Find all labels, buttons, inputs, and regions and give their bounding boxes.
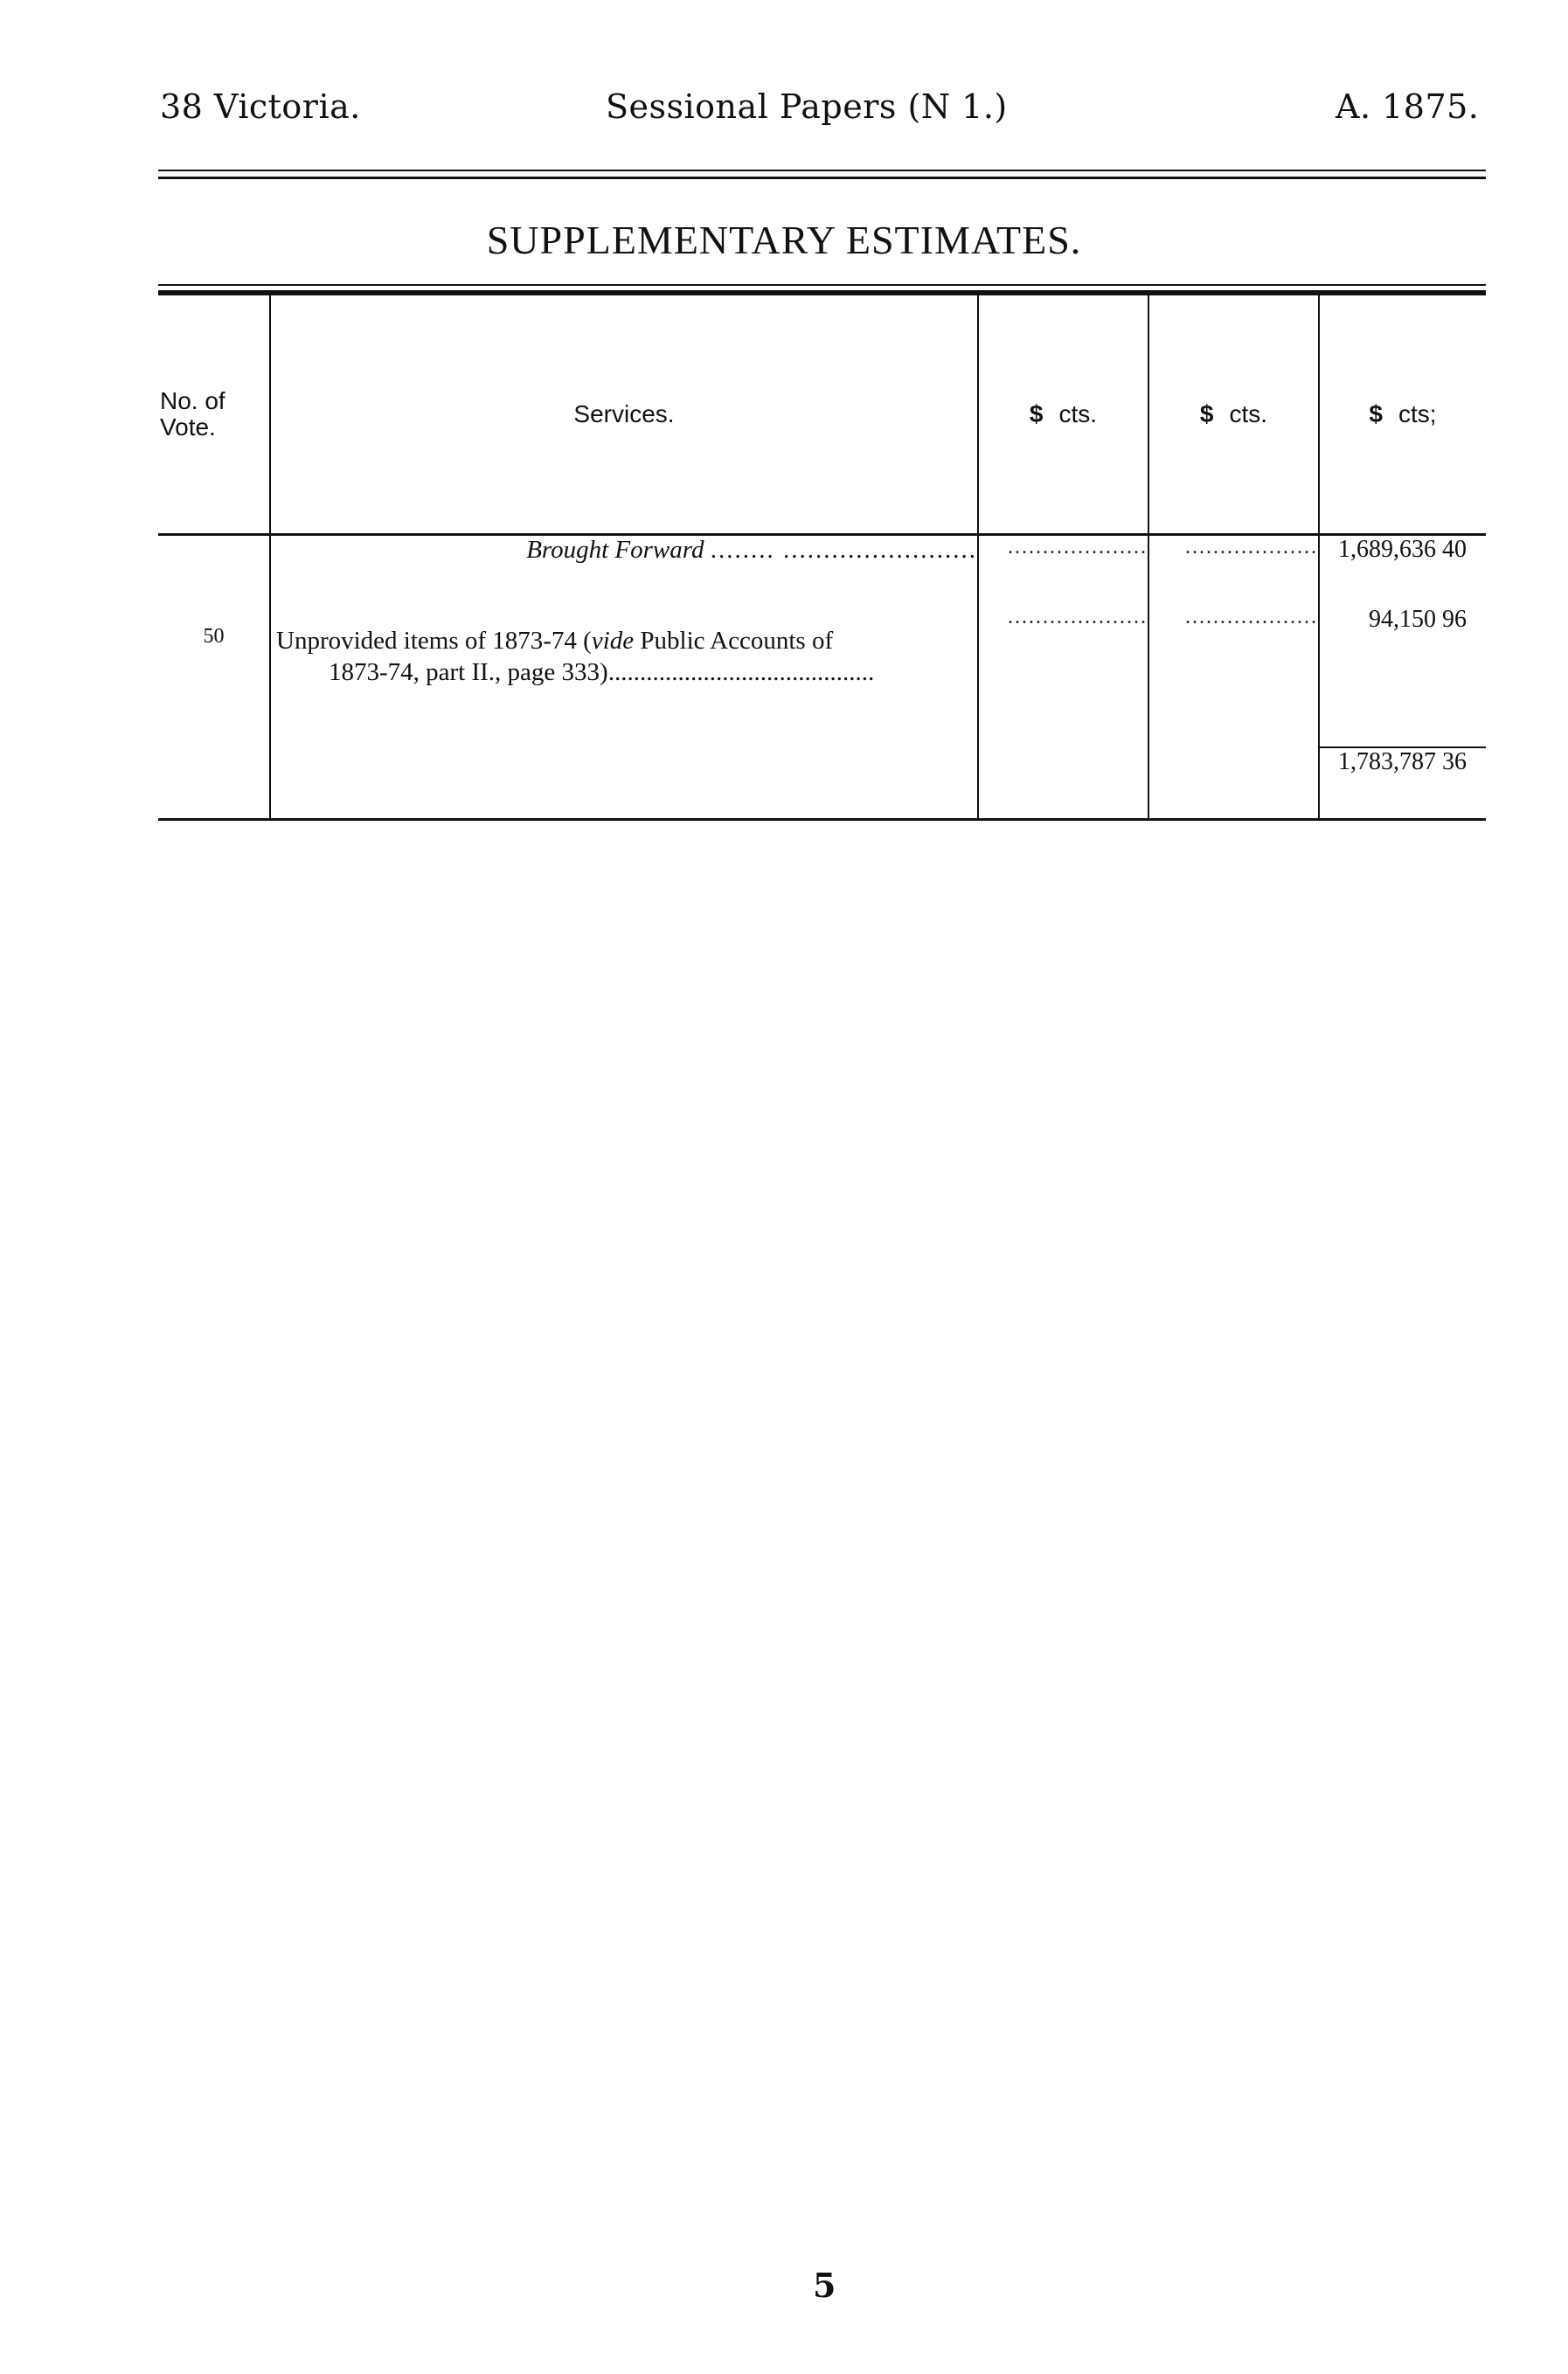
estimates-table xyxy=(158,295,1486,821)
service-text: 1873-74, part II., page 333) xyxy=(329,658,608,686)
cents-label: cts. xyxy=(1229,400,1268,427)
amount-2-cell xyxy=(1148,747,1319,820)
column-header-services: Services. xyxy=(270,295,978,535)
grand-total: 1,783,787 36 xyxy=(1319,747,1486,820)
service-text-vide: vide xyxy=(591,627,635,655)
running-head-center: Sessional Papers (N 1.) xyxy=(606,87,1008,126)
service-line-2 xyxy=(276,656,977,688)
table-row-vote-50 xyxy=(158,606,1486,747)
vote-number: 50 xyxy=(203,625,225,648)
cents-label: cts; xyxy=(1398,400,1437,427)
header-rule-thin xyxy=(158,170,1486,171)
amount-2-cell: ................... xyxy=(1148,535,1319,607)
table-row-grand-total xyxy=(158,747,1486,820)
running-head-right: A. 1875. xyxy=(1336,87,1480,126)
page-number: 5 xyxy=(813,2266,836,2305)
title-rule-thin xyxy=(158,284,1486,286)
column-header-vote: No. of Vote. xyxy=(158,295,270,535)
service-line-1 xyxy=(276,627,833,655)
dollar-sign: $ xyxy=(1369,400,1383,427)
services-cell xyxy=(270,535,978,607)
vote-50-total: 94,150 96 xyxy=(1319,606,1486,747)
header-rule-thick xyxy=(158,177,1486,179)
leader-dots: ........ ........................ xyxy=(710,536,977,564)
amount-1-cell: .................... xyxy=(978,606,1148,747)
brought-forward-label: Brought Forward xyxy=(526,536,704,564)
cents-label: cts. xyxy=(1058,400,1098,427)
brought-forward-total: 1,689,636 40 xyxy=(1319,535,1486,607)
running-head-left: 38 Victoria. xyxy=(160,87,361,126)
amount-1-cell: .................... xyxy=(978,535,1148,607)
service-text: Public Accounts of xyxy=(634,627,834,655)
column-header-amount-1 xyxy=(978,295,1148,535)
table-header-row xyxy=(158,295,1486,535)
amount-2-cell: ................... xyxy=(1148,606,1319,747)
service-text: Unprovided items of 1873-74 ( xyxy=(276,627,592,655)
vote-cell xyxy=(158,747,270,820)
leader-dots: .......................................... xyxy=(607,658,875,686)
dollar-sign: $ xyxy=(1029,400,1044,427)
page-title: SUPPLEMENTARY ESTIMATES. xyxy=(486,218,1082,262)
amount-1-cell xyxy=(978,747,1148,820)
column-header-amount-3 xyxy=(1319,295,1486,535)
column-header-amount-2 xyxy=(1148,295,1319,535)
table-row-brought-forward xyxy=(158,535,1486,607)
vote-cell xyxy=(158,535,270,607)
services-cell xyxy=(270,747,978,820)
dollar-sign: $ xyxy=(1199,400,1214,427)
services-cell xyxy=(270,606,978,747)
